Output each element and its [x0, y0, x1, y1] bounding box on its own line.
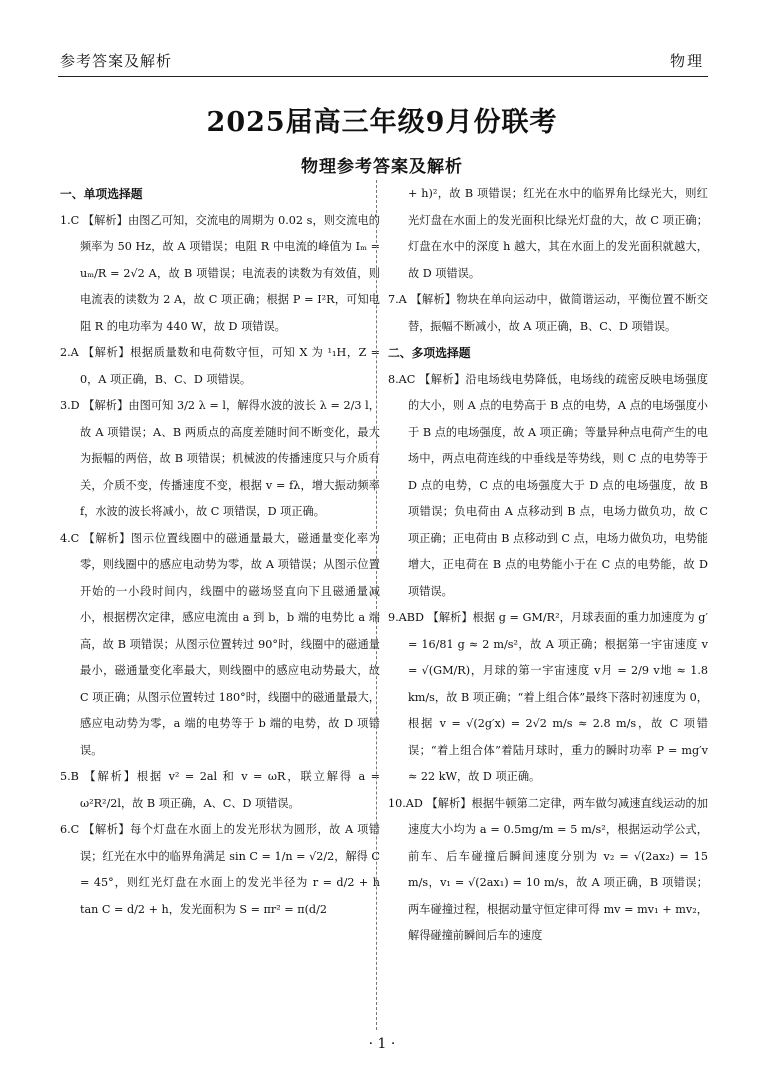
answer-item — [60, 817, 380, 923]
answer-text: 4.C 【解析】图示位置线圈中的磁通量最大，磁通量变化率为零，则线圈中的感应电动势为零，故 A 项错误；从图示位置开始的一小段时间内，线圈中的磁场竖直向下且磁通量减小，根据楞次定律，感应电流由 a 到 b，b 端的电势比 a 端高，故 B 项错误；从图示位置转过 90°时，线圈中的磁通量最小，磁通量变化率最大，则线圈中的感应电动势最大，故 C 项正确；从图示位置转过 180°时，线圈中的磁通量最大，感应电动势为零，a 端的电势等于 b 端的电势，故 D 项错误。 — [60, 531, 380, 757]
answer-text: 1.C 【解析】由图乙可知，交流电的周期为 0.02 s，则交流电的频率为 50 Hz，故 A 项错误；电阻 R 中电流的峰值为 Iₘ = uₘ/R = 2√2 A，故 B 项错误；电流表的读数为有效值，则电流表的读数为 2 A，故 C 项正确；根据 P = I²R，可知电阻 R 的电功率为 440 W，故 D 项错误。 — [60, 213, 380, 333]
answer-text: 3.D 【解析】由图可知 3/2 λ = l，解得水波的波长 λ = 2/3 l，故 A 项错误；A、B 两质点的高度差随时间不断变化，最大为振幅的两倍，故 B 项错误；机械波的传播速度只与介质有关，介质不变，传播速度不变，根据 v = fλ，增大振动频率 f，水波的波长将减小，故 C 项错误，D 项正确。 — [60, 399, 380, 518]
column-divider — [376, 180, 377, 1030]
answer-item — [60, 393, 380, 526]
answer-text: 10.AD 【解析】根据牛顿第二定律，两车做匀减速直线运动的加速度大小均为 a = 0.5mg/m = 5 m/s²，根据运动学公式，前车、后车碰撞后瞬间速度分别为 v₂ = √(2ax₂) = 15 m/s，v₁ = √(2ax₁) = 10 m/s，故 A 项正确，B 项错误；两车碰撞过程，根据动量守恒定律可得 mv = mv₁ + mv₂，解得碰撞前瞬间后车的速度 — [388, 796, 708, 942]
page-header — [58, 44, 708, 77]
answer-text: 7.A 【解析】物块在单向运动中，做简谐运动，平衡位置不断交替，振幅不断减小，故 A 项正确，B、C、D 项错误。 — [388, 293, 708, 333]
answer-item — [388, 791, 708, 950]
answer-item — [388, 287, 708, 340]
header-subject: 物理 — [669, 52, 704, 70]
answer-item — [60, 526, 380, 765]
answer-text: 2.A 【解析】根据质量数和电荷数守恒，可知 X 为 ¹₁H，Z = 0，A 项正确，B、C、D 项错误。 — [60, 346, 380, 386]
right-column — [388, 181, 708, 950]
answer-text: 5.B 【解析】根据 v² = 2al 和 v = ωR，联立解得 a = ω²R²/2l，故 B 项正确，A、C、D 项错误。 — [60, 770, 380, 810]
answer-text: 9.ABD 【解析】根据 g = GM/R²，月球表面的重力加速度为 g′ = 16/81 g ≈ 2 m/s²，故 A 项正确；根据第一宇宙速度 v = √(GM/R)，月球的第一宇宙速度 v月 = 2/9 v地 ≈ 1.8 km/s，故 B 项正确；“着上组合体”最终下落时初速度为 0，根据 v = √(2g′x) = 2√2 m/s ≈ 2.8 m/s，故 C 项错误；“着上组合体”着陆月球时，重力的瞬时功率 P = mg′v ≈ 22 kW，故 D 项正确。 — [388, 611, 708, 783]
answer-key-title: 物理参考答案及解析 — [301, 157, 463, 177]
answer-item — [60, 208, 380, 341]
page-number: · 1 · — [368, 1036, 396, 1052]
answer-item — [388, 605, 708, 791]
left-column — [60, 181, 380, 923]
answer-item — [60, 764, 380, 817]
answer-text: 6.C 【解析】每个灯盘在水面上的发光形状为圆形，故 A 项错误；红光在水中的临界角满足 sin C = 1/n = √2/2，解得 C = 45°，则红光灯盘在水面上的发光半径为 r = d/2 + h tan C = d/2 + h，发光面积为 S = πr² = π(d/2 — [60, 823, 380, 916]
section-heading: 一、单项选择题 — [60, 187, 143, 201]
answer-continuation: + h)²，故 B 项错误；红光在水中的临界角比绿光大，则红光灯盘在水面上的发光面积比绿光灯盘的大，故 C 项正确；灯盘在水中的深度 h 越大，其在水面上的发光面积就越大，故 D 项错误。 — [408, 187, 708, 280]
exam-title: 2025届高三年级9月份联考 — [206, 107, 558, 138]
answer-item — [60, 340, 380, 393]
header-left-title: 参考答案及解析 — [60, 52, 173, 70]
answer-item — [388, 367, 708, 606]
section-heading: 二、多项选择题 — [388, 346, 471, 360]
answer-text: 8.AC 【解析】沿电场线电势降低，电场线的疏密反映电场强度的大小，则 A 点的电势高于 B 点的电势，A 点的电场强度小于 B 点的电场强度，故 A 项正确；等量异种点电荷产生的电场中，两点电荷连线的中垂线是等势线，则 C 点的电势等于 D 点的电势，C 点的电场强度大于 D 点的电场强度，故 B 项错误；负电荷由 A 点移动到 B 点，电场力做负功，故 C 项正确；正电荷由 B 点移动到 C 点，电场力做负功，电势能增大，正电荷在 B 点的电势能小于在 C 点的电势能，故 D 项错误。 — [388, 372, 708, 598]
